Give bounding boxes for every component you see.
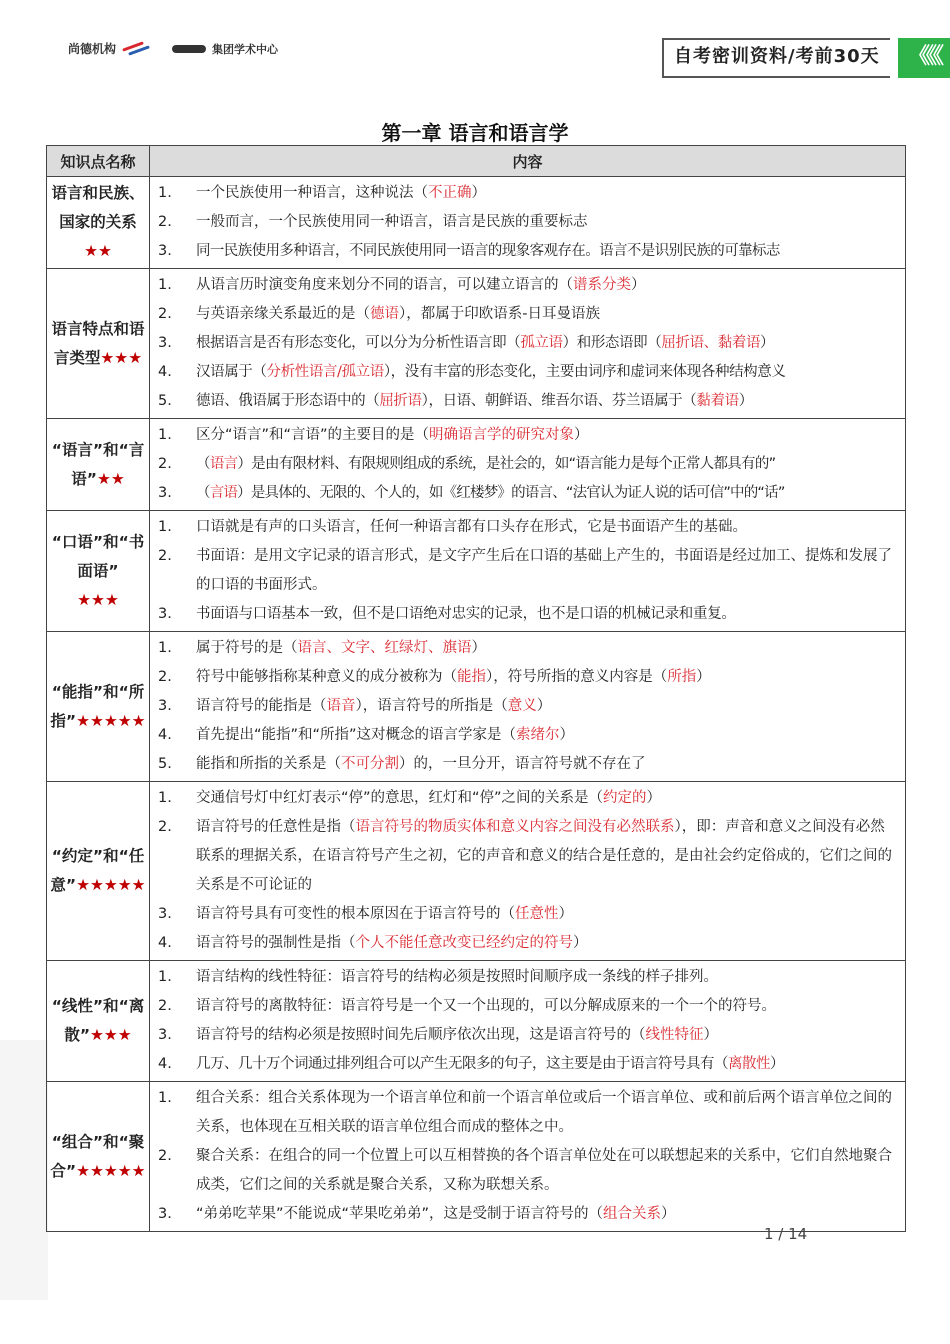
list-item: 1. 交通信号灯中红灯表示“停”的意思，红灯和“停”之间的关系是（约定的） [158,784,899,813]
center-logo-icon [172,45,206,53]
content-cell [150,511,906,632]
topic-text: 语言和民族、国家的关系 [51,184,145,231]
item-text: 区分“语言”和“言语”的主要目的是（明确语言学的研究对象） [196,427,589,443]
answer-text: 离散性 [728,1056,770,1072]
table-row [47,177,906,269]
topic-text: “语言”和“言语” [51,440,145,488]
list-item: 2. 语言符号的任意性是指（语言符号的物质实体和意义内容之间没有必然联系），即：声音和意义之间没有必然联系的理据关系，在语言符号产生之初，它的声音和意义的结合是任意的，是由社会约定俗成的，它们之间的关系是不可论证的 [158,813,899,900]
corner-arrows-icon: 《《《 [898,38,950,78]
list-item: 4. 汉语属于（分析性语言/孤立语），没有丰富的形态变化，主要由词序和虚词来体现各种结构意义 [158,358,899,387]
answer-text: 语言符号的物质实体和意义内容之间没有必然联系 [355,819,675,835]
list-item: 2. 语言符号的离散特征：语言符号是一个又一个出现的，可以分解成原来的一个一个的符号。 [158,992,899,1021]
doc-label: 自考密训资料/考前30天 [662,38,890,78]
item-text: 能指和所指的关系是（不可分割）的，一旦分开，语言符号就不存在了 [196,756,646,772]
item-text: 交通信号灯中红灯表示“停”的意思，红灯和“停”之间的关系是（约定的） [196,790,662,806]
topic-text: “组合”和“聚合” [50,1132,145,1180]
item-text: 组合关系：组合关系体现为一个语言单位和前一个语言单位或后一个语言单位、或和前后两个语言单位之间的关系，也体现在互相关联的语言单位组合而成的整体之中。 [196,1090,892,1135]
answer-text: 线性特征 [645,1027,704,1043]
list-item: 3. 语言符号的能指是（语音），语言符号的所指是（意义） [158,692,899,721]
table-row [47,419,906,511]
page-number: 1 / 14 [764,1225,808,1243]
watermark-strip [0,1040,48,1300]
importance-stars: ★★★★★ [76,1161,146,1180]
importance-stars: ★★★ [90,1026,132,1044]
answer-text: 约定的 [603,790,647,806]
topic-text: “口语”和“书面语” [51,532,145,580]
col-header-topic: 知识点名称 [47,146,150,177]
list-item: 4. 语言符号的强制性是指（个人不能任意改变已经约定的符号） [158,929,899,958]
content-cell [150,269,906,419]
topic-cell [47,632,150,782]
table-row [47,511,906,632]
topic-text: “约定”和“任意” [50,847,145,894]
list-item: 3. 语言符号具有可变性的根本原因在于语言符号的（任意性） [158,900,899,929]
topic-text: “线性”和“离散” [51,997,145,1044]
item-text: 一个民族使用一种语言，这种说法（不正确） [196,185,486,201]
answer-text: 屈折语 [379,393,422,409]
topic-cell [47,511,150,632]
list-item: 1. 区分“语言”和“言语”的主要目的是（明确语言学的研究对象） [158,421,899,450]
content-cell [150,632,906,782]
col-header-content: 内容 [150,146,906,177]
list-item: 3. 根据语言是否有形态变化，可以分为分析性语言即（孤立语）和形态语即（屈折语、黏着语） [158,329,899,358]
importance-stars: ★★★★★ [76,711,146,730]
topic-cell [47,961,150,1082]
answer-text: 能指 [457,669,486,685]
topic-cell [47,269,150,419]
table-row [47,782,906,961]
item-text: 语言符号的结构必须是按照时间先后顺序依次出现，这是语言符号的（线性特征） [196,1027,718,1043]
item-text: “弟弟吃苹果”不能说成“苹果吃弟弟”，这是受制于语言符号的（组合关系） [196,1206,676,1222]
answer-text: 语音 [326,698,356,714]
item-text: 语言符号的能指是（语音），语言符号的所指是（意义） [196,698,552,714]
item-text: （语言）是由有限材料、有限规则组成的系统，是社会的，如“语言能力是每个正常人都具有的” [196,456,776,472]
item-text: 一般而言，一个民族使用同一种语言，语言是民族的重要标志 [196,214,588,230]
item-text: 聚合关系：在组合的同一个位置上可以互相替换的各个语言单位处在可以联想起来的关系中，它们自然地聚合成类，它们之间的关系就是聚合关系，又称为联想关系。 [196,1148,892,1193]
list-item: 3. 同一民族使用多种语言，不同民族使用同一语言的现象客观存在。语言不是识别民族的可靠标志 [158,237,899,266]
importance-stars: ★★ [96,469,125,488]
list-item: 1. 口语就是有声的口头语言，任何一种语言都有口头存在形式，它是书面语产生的基础。 [158,513,899,542]
list-item: 4. 几万、几十万个词通过排列组合可以产生无限多的句子，这主要是由于语言符号具有（离散性） [158,1050,899,1079]
item-text: 书面语与口语基本一致，但不是口语绝对忠实的记录，也不是口语的机械记录和重复。 [196,606,736,622]
answer-text: 孤立语 [520,335,563,351]
list-item: 5. 能指和所指的关系是（不可分割）的，一旦分开，语言符号就不存在了 [158,750,899,779]
answer-text: 不正确 [428,185,472,201]
list-item: 2. （语言）是由有限材料、有限规则组成的系统，是社会的，如“语言能力是每个正常人都具有的” [158,450,899,479]
list-item: 3. （言语）是具体的、无限的、个人的，如《红楼梦》的语言、“法官认为证人说的话可信”中的“话” [158,479,899,508]
list-item: 4. 首先提出“能指”和“所指”这对概念的语言学家是（索绪尔） [158,721,899,750]
answer-text: 语言、文字、红绿灯、旗语 [297,640,472,656]
answer-text: 不可分割 [341,756,399,772]
answer-text: 屈折语、黏着语 [661,335,761,351]
item-text: （言语）是具体的、无限的、个人的，如《红楼梦》的语言、“法官认为证人说的话可信”中的“话” [196,485,785,501]
answer-text: 组合关系 [603,1206,662,1222]
importance-stars: ★★★ [77,590,119,609]
list-item: 5. 德语、俄语属于形态语中的（屈折语），日语、朝鲜语、维吾尔语、芬兰语属于（黏着语） [158,387,899,416]
list-item: 1. 一个民族使用一种语言，这种说法（不正确） [158,179,899,208]
center-name: 集团学术中心 [212,42,279,56]
content-cell [150,782,906,961]
content-cell [150,177,906,269]
item-text: 与英语亲缘关系最近的是（德语），都属于印欧语系-日耳曼语族 [196,306,600,322]
topic-text: 语言特点和语言类型 [51,319,145,367]
item-text: 语言符号的离散特征：语言符号是一个又一个出现的，可以分解成原来的一个一个的符号。 [196,998,776,1014]
item-text: 语言符号具有可变性的根本原因在于语言符号的（任意性） [196,906,573,922]
topic-cell [47,1082,150,1232]
answer-text: 意义 [507,698,537,714]
answer-text: 分析性语言/孤立语 [266,364,384,380]
item-text: 从语言历时演变角度来划分不同的语言，可以建立语言的（谱系分类） [196,277,646,293]
org-logo-icon [122,43,152,55]
list-item: 3. “弟弟吃苹果”不能说成“苹果吃弟弟”，这是受制于语言符号的（组合关系） [158,1200,899,1229]
page-title: 第一章 语言和语言学 [381,121,569,145]
topic-cell [47,782,150,961]
item-text: 同一民族使用多种语言，不同民族使用同一语言的现象客观存在。语言不是识别民族的可靠标志 [196,243,780,259]
item-text: 属于符号的是（语言、文字、红绿灯、旗语） [196,640,486,656]
item-text: 书面语：是用文字记录的语言形式，是文字产生后在口语的基础上产生的，书面语是经过加工、提炼和发展了的口语的书面形式。 [196,548,892,593]
list-item: 2. 聚合关系：在组合的同一个位置上可以互相替换的各个语言单位处在可以联想起来的关系中，它们自然地聚合成类，它们之间的关系就是聚合关系，又称为联想关系。 [158,1142,899,1200]
table-row [47,961,906,1082]
list-item: 3. 语言符号的结构必须是按照时间先后顺序依次出现，这是语言符号的（线性特征） [158,1021,899,1050]
list-item: 3. 书面语与口语基本一致，但不是口语绝对忠实的记录，也不是口语的机械记录和重复。 [158,600,899,629]
topic-cell [47,177,150,269]
list-item: 2. 与英语亲缘关系最近的是（德语），都属于印欧语系-日耳曼语族 [158,300,899,329]
content-cell [150,419,906,511]
header-left [68,40,278,57]
answer-text: 德语 [370,306,399,322]
list-item: 1. 组合关系：组合关系体现为一个语言单位和前一个语言单位或后一个语言单位、或和前后两个语言单位之间的关系，也体现在互相关联的语言单位组合而成的整体之中。 [158,1084,899,1142]
item-text: 汉语属于（分析性语言/孤立语），没有丰富的形态变化，主要由词序和虚词来体现各种结构意义 [196,364,786,380]
importance-stars: ★★★ [100,348,143,367]
table-row [47,269,906,419]
list-item: 1. 从语言历时演变角度来划分不同的语言，可以建立语言的（谱系分类） [158,271,899,300]
content-cell [150,961,906,1082]
answer-text: 黏着语 [696,393,739,409]
answer-text: 言语 [209,485,238,501]
topic-text: “能指”和“所指” [50,682,145,730]
list-item: 2. 书面语：是用文字记录的语言形式，是文字产生后在口语的基础上产生的，书面语是经过加工、提炼和发展了的口语的书面形式。 [158,542,899,600]
knowledge-table [46,145,906,1232]
item-text: 语言结构的线性特征：语言符号的结构必须是按照时间顺序成一条线的样子排列。 [196,969,718,985]
item-text: 根据语言是否有形态变化，可以分为分析性语言即（孤立语）和形态语即（屈折语、黏着语） [196,335,775,351]
answer-text: 索绪尔 [516,727,560,743]
answer-text: 明确语言学的研究对象 [429,427,575,443]
item-text: 德语、俄语属于形态语中的（屈折语），日语、朝鲜语、维吾尔语、芬兰语属于（黏着语） [196,393,753,409]
item-text: 语言符号的任意性是指（语言符号的物质实体和意义内容之间没有必然联系），即：声音和意义之间没有必然联系的理据关系，在语言符号产生之初，它的声音和意义的结合是任意的，是由社会约定俗成的，它们之间的关系是不可论证的 [196,819,892,893]
list-item: 1. 语言结构的线性特征：语言符号的结构必须是按照时间顺序成一条线的样子排列。 [158,963,899,992]
table-row [47,1082,906,1232]
item-text: 口语就是有声的口头语言，任何一种语言都有口头存在形式，它是书面语产生的基础。 [196,519,747,535]
item-text: 语言符号的强制性是指（个人不能任意改变已经约定的符号） [196,935,588,951]
importance-stars: ★★★★★ [76,876,146,894]
list-item: 2. 一般而言，一个民族使用同一种语言，语言是民族的重要标志 [158,208,899,237]
topic-cell [47,419,150,511]
item-text: 首先提出“能指”和“所指”这对概念的语言学家是（索绪尔） [196,727,575,743]
item-text: 符号中能够指称某种意义的成分被称为（能指），符号所指的意义内容是（所指） [196,669,711,685]
answer-text: 谱系分类 [573,277,631,293]
answer-text: 语言 [209,456,238,472]
importance-stars: ★★ [84,242,112,260]
answer-text: 任意性 [515,906,559,922]
answer-text: 所指 [667,669,697,685]
item-text: 几万、几十万个词通过排列组合可以产生无限多的句子，这主要是由于语言符号具有（离散性） [196,1056,784,1072]
answer-text: 个人不能任意改变已经约定的符号 [355,935,573,951]
org-name: 尚德机构 [68,42,117,56]
list-item: 1. 属于符号的是（语言、文字、红绿灯、旗语） [158,634,899,663]
table-header-row [47,146,906,177]
table-row [47,632,906,782]
list-item: 2. 符号中能够指称某种意义的成分被称为（能指），符号所指的意义内容是（所指） [158,663,899,692]
content-cell [150,1082,906,1232]
